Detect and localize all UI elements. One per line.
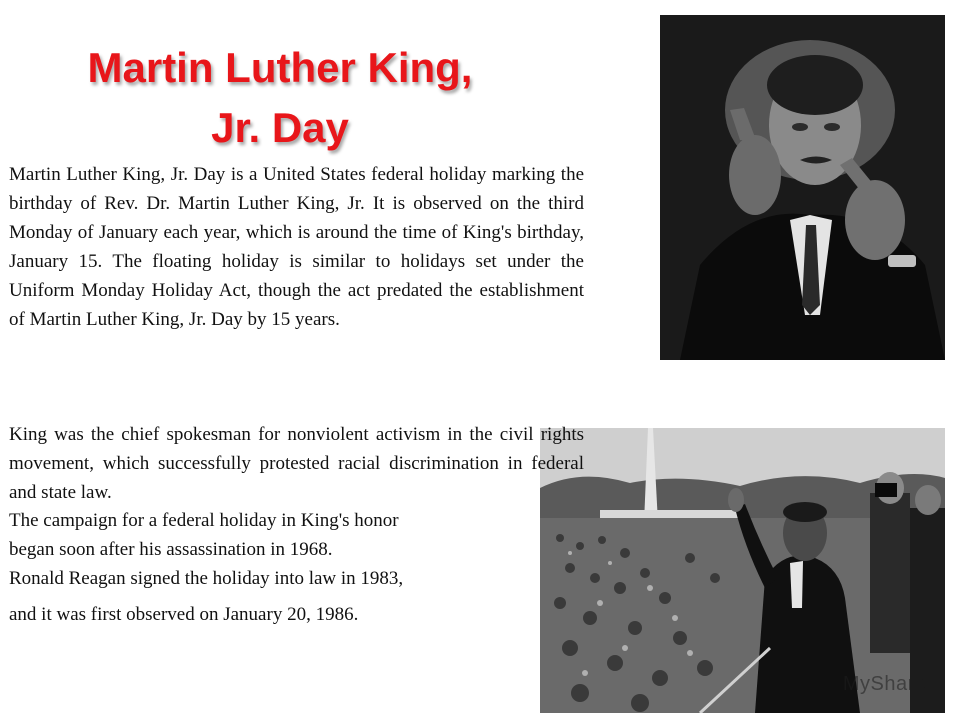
second-paragraph: King was the chief spokesman for nonviolent activism in the civil rights movement, which successfully protested racial discrimination in federal and state law. [9,424,584,503]
king-portrait-photo [660,15,945,360]
reagan-line: Ronald Reagan signed the holiday into law in 1983, [9,568,404,589]
portrait-illustration [660,15,945,360]
slide-title [20,38,540,158]
intro-paragraph: Martin Luther King, Jr. Day is a United States federal holiday marking the birthday of Rev. Dr. Martin Luther King, Jr. It is observed on the third Monday of January each year, which is around the time of King's birthday, January 15. The floating holiday is similar to holidays set under the Uniform Monday Holiday Act, though the act predated the establishment of Martin Luther King, Jr. Day by 15 years. [9,164,584,330]
watermark-text: MyShared [842,673,938,695]
march-illustration [540,428,945,713]
first-observed-line: and it was first observed on January 20, 1986. [9,604,359,625]
watermark-logo [843,673,938,696]
campaign-line: The campaign for a federal holiday in King's honor [9,510,399,531]
march-on-washington-photo [540,428,945,713]
title-line-1: Martin Luther King, [87,44,473,91]
assassination-line: began soon after his assassination in 1968. [9,539,333,560]
title-line-2: Jr. Day [211,104,349,151]
